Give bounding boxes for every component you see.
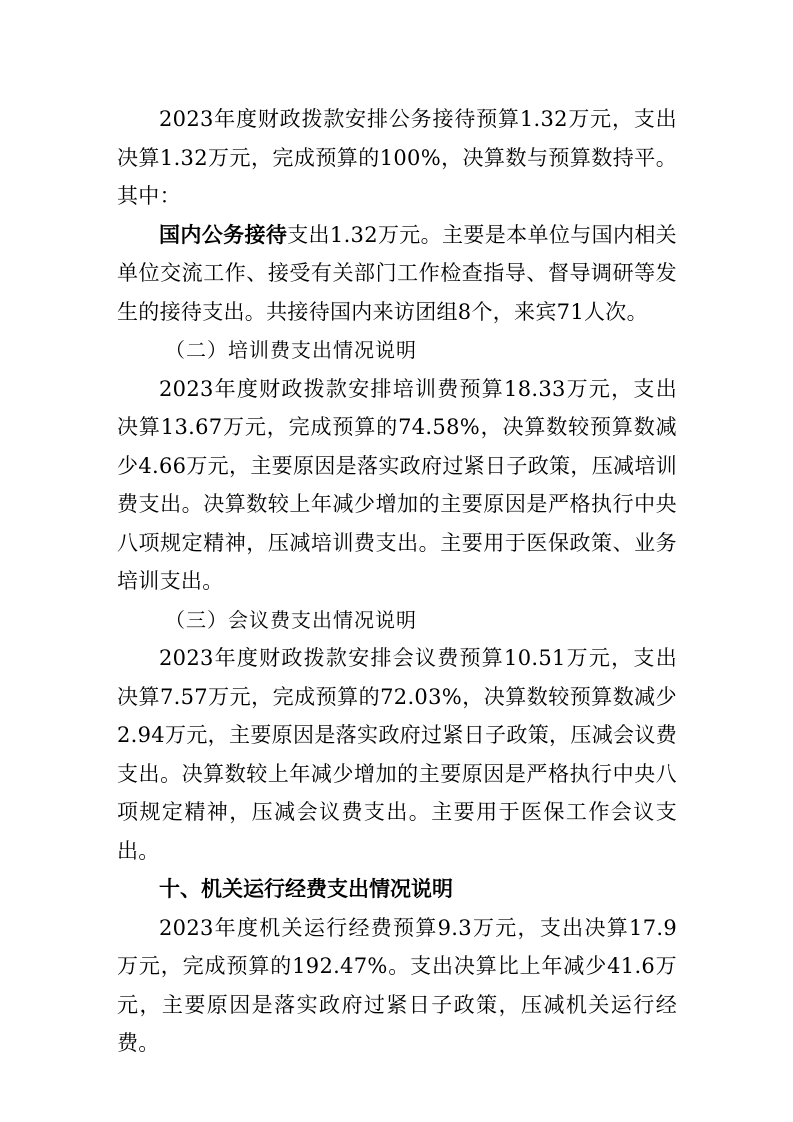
operation-paragraph: 2023年度机关运行经费预算9.3万元，支出决算17.9万元，完成预算的192.47%。支出决算比上年减少41.6万元，主要原因是落实政府过紧日子政策，压减机关运行经费。 [117,915,677,1055]
domestic-reception-paragraph [117,216,677,332]
training-paragraph: 2023年度财政拨款安排培训费预算18.33万元，支出决算13.67万元，完成预算的74.58%，决算数较预算数减少4.66万元，主要原因是落实政府过紧日子政策，压减培训费支出。决算数较上年减少增加的主要原因是严格执行中央八项规定精神，压减培训费支出。主要用于医保政策、业务培训支出。 [117,376,677,593]
training-heading: （二）培训费支出情况说明 [165,338,417,362]
domestic-reception-text: 支出1.32万元。主要是本单位与国内相关单位交流工作、接受有关部门工作检查指导、督导调研等发生的接待支出。共接待国内来访团组8个，来宾71人次。 [117,222,677,324]
reception-summary-paragraph: 2023年度财政拨款安排公务接待预算1.32万元，支出决算1.32万元，完成预算的100%，决算数与预算数持平。其中： [117,107,677,208]
meeting-paragraph: 2023年度财政拨款安排会议费预算10.51万元，支出决算7.57万元，完成预算的72.03%，决算数较预算数减少2.94万元，主要原因是落实政府过紧日子政策，压减会议费支出。决算数较上年减少增加的主要原因是严格执行中央八项规定精神，压减会议费支出。主要用于医保工作会议支出。 [117,646,677,863]
domestic-reception-label: 国内公务接待 [159,222,288,247]
operation-heading: 十、机关运行经费支出情况说明 [159,877,453,901]
meeting-heading: （三）会议费支出情况说明 [165,607,417,632]
document-body [117,100,677,1063]
